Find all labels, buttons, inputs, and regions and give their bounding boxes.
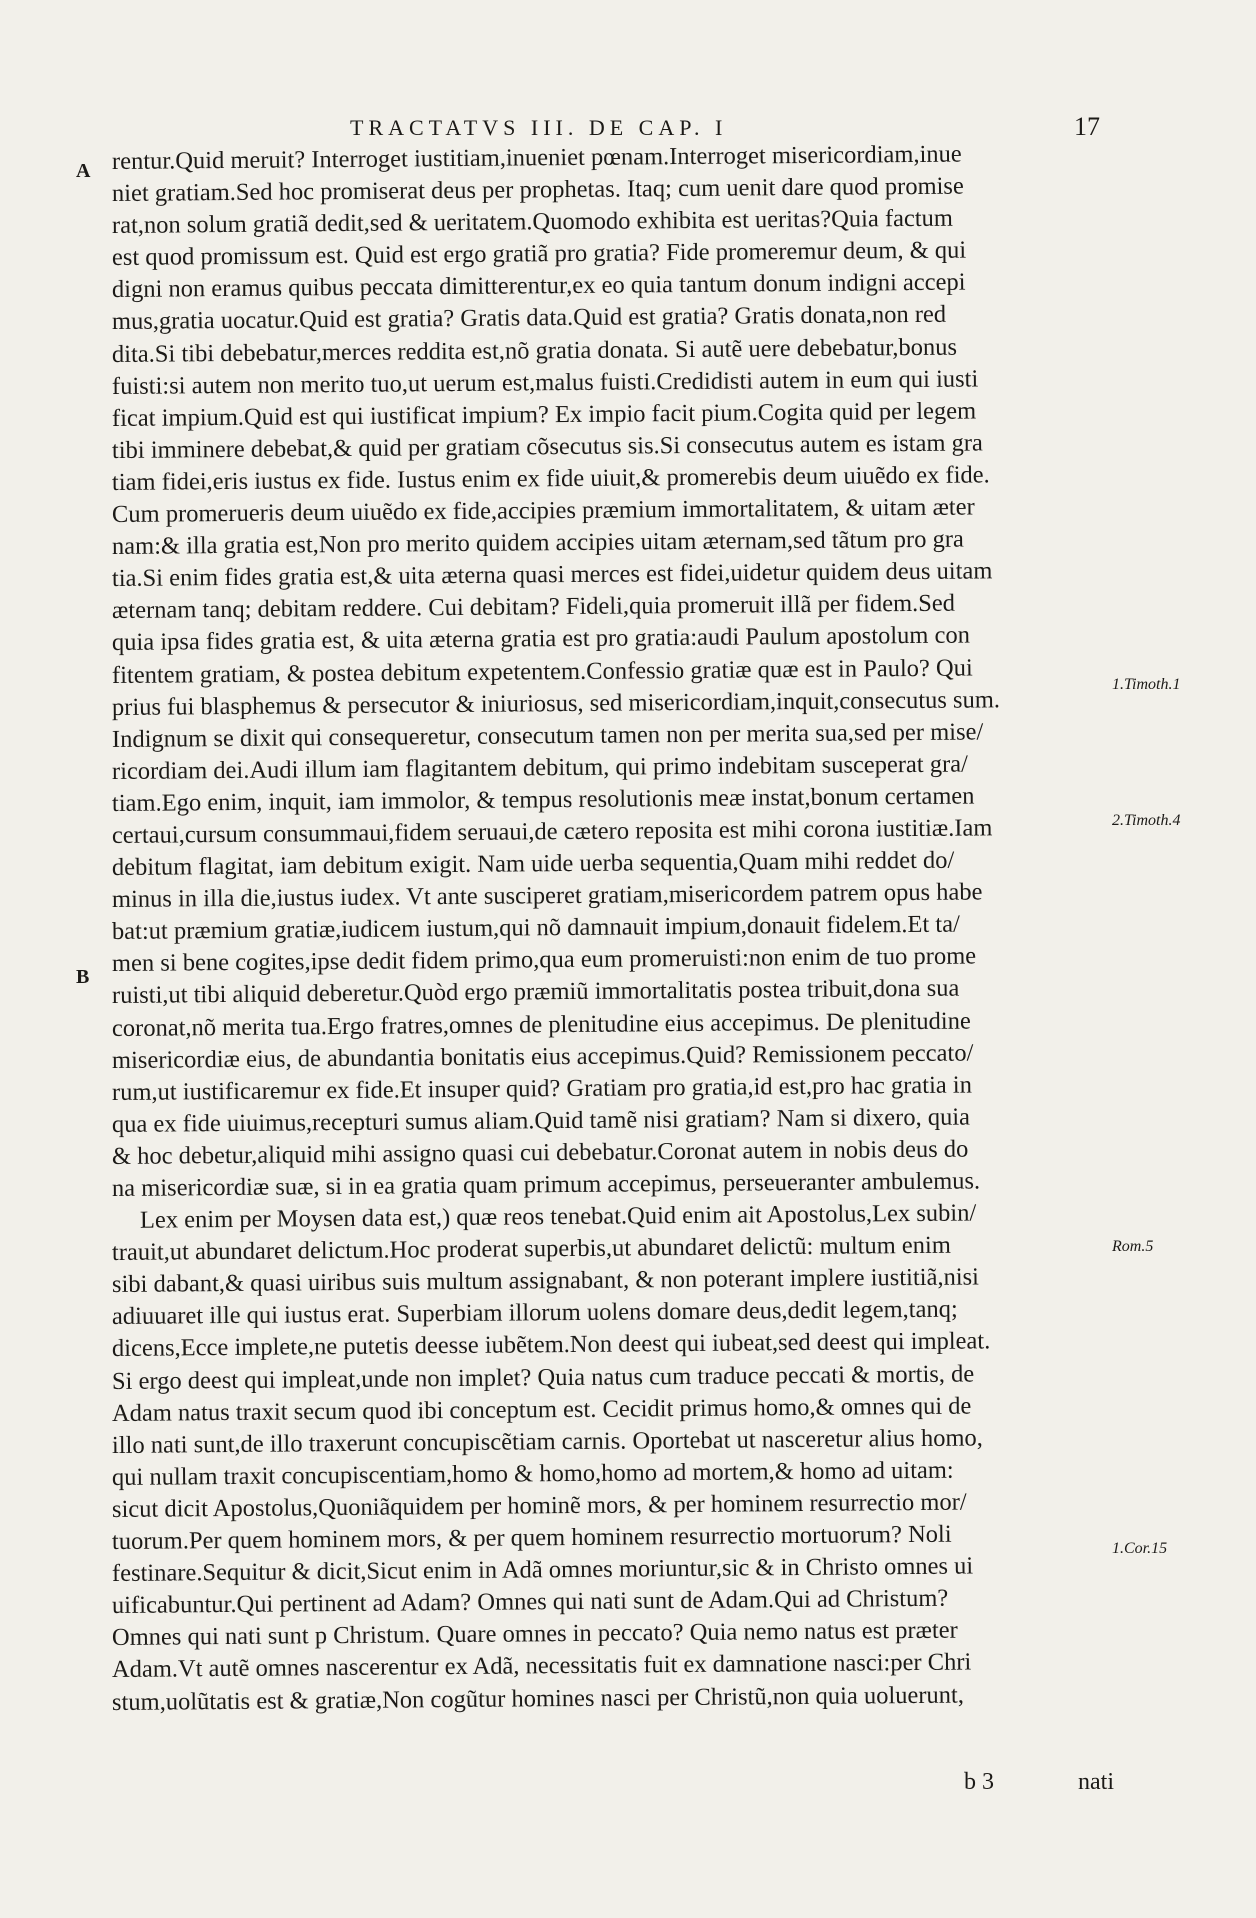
margin-note-2-timothy-4: 2.Timoth.4	[1112, 812, 1181, 829]
text-line: fitentem gratiam, & postea debitum expetentem.Confessio gratiæ quæ est in Paulo? Qui	[111, 653, 973, 689]
text-line: Omnes qui nati sunt p Christum. Quare omnes in peccato? Quia nemo natus est præter	[111, 1616, 958, 1652]
text-line: dicens,Ecce implete,ne putetis deesse iubẽtem.Non deest qui iubeat,sed deest qui impleat.	[111, 1327, 991, 1363]
text-line: tibi imminere debebat,& quid per gratiam cõsecutus sis.Si consecutus autem es istam gra	[111, 429, 983, 464]
text-line: qui nullam traxit concupiscentiam,homo & homo,homo ad mortem,& homo ad uitam:	[111, 1456, 954, 1491]
text-line: prius fui blasphemus & persecutor & iniuriosus, sed misericordiam,inquit,consecutus sum.	[111, 685, 1001, 721]
text-line: est quod promissum est. Quid est ergo gratiã pro gratia? Fide promeremur deum, & qui	[111, 236, 967, 272]
text-line: men si bene cogites,ipse dedit fidem primo,qua eum promeruisti:non enim de tuo prome	[111, 942, 977, 978]
text-line: Adam.Vt autẽ omnes nascerentur ex Adã, necessitatis fuit ex damnatione nasci:per Chri	[111, 1648, 972, 1684]
text-line: ricordiam dei.Audi illum iam flagitantem debitum, qui primo indebitam susceperat gra/	[111, 750, 969, 785]
catchword: nati	[1078, 1769, 1114, 1795]
text-line: na misericordiæ suæ, si in ea gratia quam primum accepimus, perseueranter ambulemus.	[111, 1167, 981, 1202]
text-line: tiam fidei,eris iustus ex fide. Iustus enim ex fide uiuit,& promerebis deum uiuẽdo ex fide.	[111, 461, 990, 496]
text-line: adiuuaret ille qui iustus erat. Superbiam illorum uolens domare deus,dedit legem,tanq;	[111, 1295, 958, 1331]
text-line: rat,non solum gratiã dedit,sed & ueritatem.Quomodo exhibita est ueritas?Quia factum	[111, 204, 954, 240]
margin-note-1-timothy-1: 1.Timoth.1	[1112, 676, 1181, 693]
text-line: stum,uolũtatis est & gratiæ,Non cogũtur homines nasci per Christũ,non quia uoluerunt,	[111, 1681, 965, 1716]
text-line: sibi dabant,& quasi uiribus suis multum assignabant, & non poterant implere iustitiã,nisi	[111, 1263, 980, 1299]
text-line: certaui,cursum consummaui,fidem seruaui,de cætero reposita est mihi corona iustitiæ.Iam	[111, 814, 993, 849]
running-title: TRACTATVS III. DE CAP. I	[350, 115, 728, 140]
text-line: ficat impium.Quid est qui iustificat impium? Ex impio facit pium.Cogita quid per legem	[111, 397, 977, 432]
text-line: festinare.Sequitur & dicit,Sicut enim in Adã omnes moriuntur,sic & in Christo omnes ui	[111, 1552, 974, 1588]
text-line: rentur.Quid meruit? Interroget iustitiam,inueniet pœnam.Interroget misericordiam,inue	[111, 140, 962, 175]
text-line: æternam tanq; debitam reddere. Cui debitam? Fideli,quia promeruit illã per fidem.Sed	[111, 589, 956, 625]
signature-mark: b 3	[964, 1769, 994, 1795]
text-line: Si ergo deest qui impleat,unde non implet? Quia natus cum traduce peccati & mortis, de	[111, 1360, 975, 1395]
text-line: bat:ut præmium gratiæ,iudicem iustum,qui nõ damnauit impium,donauit fidelem.Et ta/	[111, 910, 960, 946]
text-line: coronat,nõ merita tua.Ergo fratres,omnes de plenitudine eius accepimus. De plenitudine	[111, 1007, 971, 1042]
margin-note-1-corinthians-15: 1.Cor.15	[1112, 1540, 1168, 1557]
text-line: rum,ut iustificaremur ex fide.Et insuper quid? Gratiam pro gratia,id est,pro hac gratia in	[111, 1071, 973, 1106]
text-line: qua ex fide uiuimus,recepturi sumus aliam.Quid tamẽ nisi gratiam? Nam si dixero, quia	[111, 1103, 971, 1138]
body-text	[111, 140, 1106, 1719]
folio-number: 17	[1074, 112, 1100, 141]
text-line: nam:& illa gratia est,Non pro merito quidem accipies uitam æternam,sed tãtum pro gra	[111, 525, 964, 561]
text-line: misericordiæ eius, de abundantia bonitatis eius accepimus.Quid? Remissionem peccato/	[111, 1039, 974, 1074]
text-line: Lex enim per Moysen data est,) quæ reos tenebat.Quid enim ait Apostolus,Lex subin/	[139, 1199, 977, 1234]
text-line: minus in illa die,iustus iudex. Vt ante susciperet gratiam,misericordem patrem opus habe	[111, 878, 983, 914]
text-line: Indignum se dixit qui consequeretur, consecutum tamen non per merita sua,sed per mise/	[111, 718, 984, 753]
text-line: & hoc debetur,aliquid mihi assigno quasi cui debebatur.Coronat autem in nobis deus do	[111, 1135, 969, 1170]
text-line: tuorum.Per quem hominem mors, & per quem hominem resurrectio mortuorum? Noli	[111, 1520, 952, 1556]
section-mark-a: A	[76, 160, 91, 182]
text-line: Cum promerueris deum uiuẽdo ex fide,accipies præmium immortalitatem, & uitam æter	[111, 493, 975, 529]
text-line: digni non eramus quibus peccata dimitterentur,ex eo quia tantum donum indigni accepi	[111, 268, 966, 304]
text-line: debitum flagitat, iam debitum exigit. Nam uide uerba sequentia,Quam mihi reddet do/	[111, 846, 955, 882]
text-line: fuisti:si autem non merito tuo,ut uerum est,malus fuisti.Credidisti autem in eum qui iusti	[111, 365, 979, 400]
text-line: ruisti,ut tibi aliquid deberetur.Quòd ergo præmiũ immortalitatis postea tribuit,dona sua	[111, 975, 960, 1010]
text-line: tiam.Ego enim, inquit, iam immolor, & tempus resolutionis meæ instat,bonum certamen	[111, 782, 975, 817]
page-footer	[964, 1769, 1114, 1796]
text-line: dita.Si tibi debebatur,merces reddita est,nõ gratia donata. Si autẽ uere debebatur,bonus	[111, 333, 958, 368]
text-line: quia ipsa fides gratia est, & uita æterna gratia est pro gratia:audi Paulum apostolum con	[111, 621, 971, 657]
text-line: tia.Si enim fides gratia est,& uita æterna quasi merces est fidei,uidetur quidem deus uitam	[111, 557, 993, 593]
text-line: illo nati sunt,de illo traxerunt concupiscẽtiam carnis. Oportebat ut nasceretur alius homo,	[111, 1424, 983, 1459]
text-line: Adam natus traxit secum quod ibi conceptum est. Cecidit primus homo,& omnes qui de	[111, 1392, 972, 1427]
text-line: uificabuntur.Qui pertinent ad Adam? Omnes qui nati sunt de Adam.Qui ad Christum?	[111, 1584, 949, 1620]
text-line: trauit,ut abundaret delictum.Hoc proderat superbis,ut abundaret delictũ: multum enim	[111, 1231, 951, 1267]
section-mark-b: B	[76, 966, 90, 988]
text-line: sicut dicit Apostolus,Quoniãquidem per hominẽ mors, & per hominem resurrectio mor/	[111, 1488, 967, 1523]
text-line: mus,gratia uocatur.Quid est gratia? Gratis data.Quid est gratia? Gratis donata,non red	[111, 301, 947, 336]
text-line: niet gratiam.Sed hoc promiserat deus per prophetas. Itaq; cum uenit dare quod promise	[111, 172, 964, 208]
margin-note-romans-5: Rom.5	[1112, 1238, 1154, 1255]
